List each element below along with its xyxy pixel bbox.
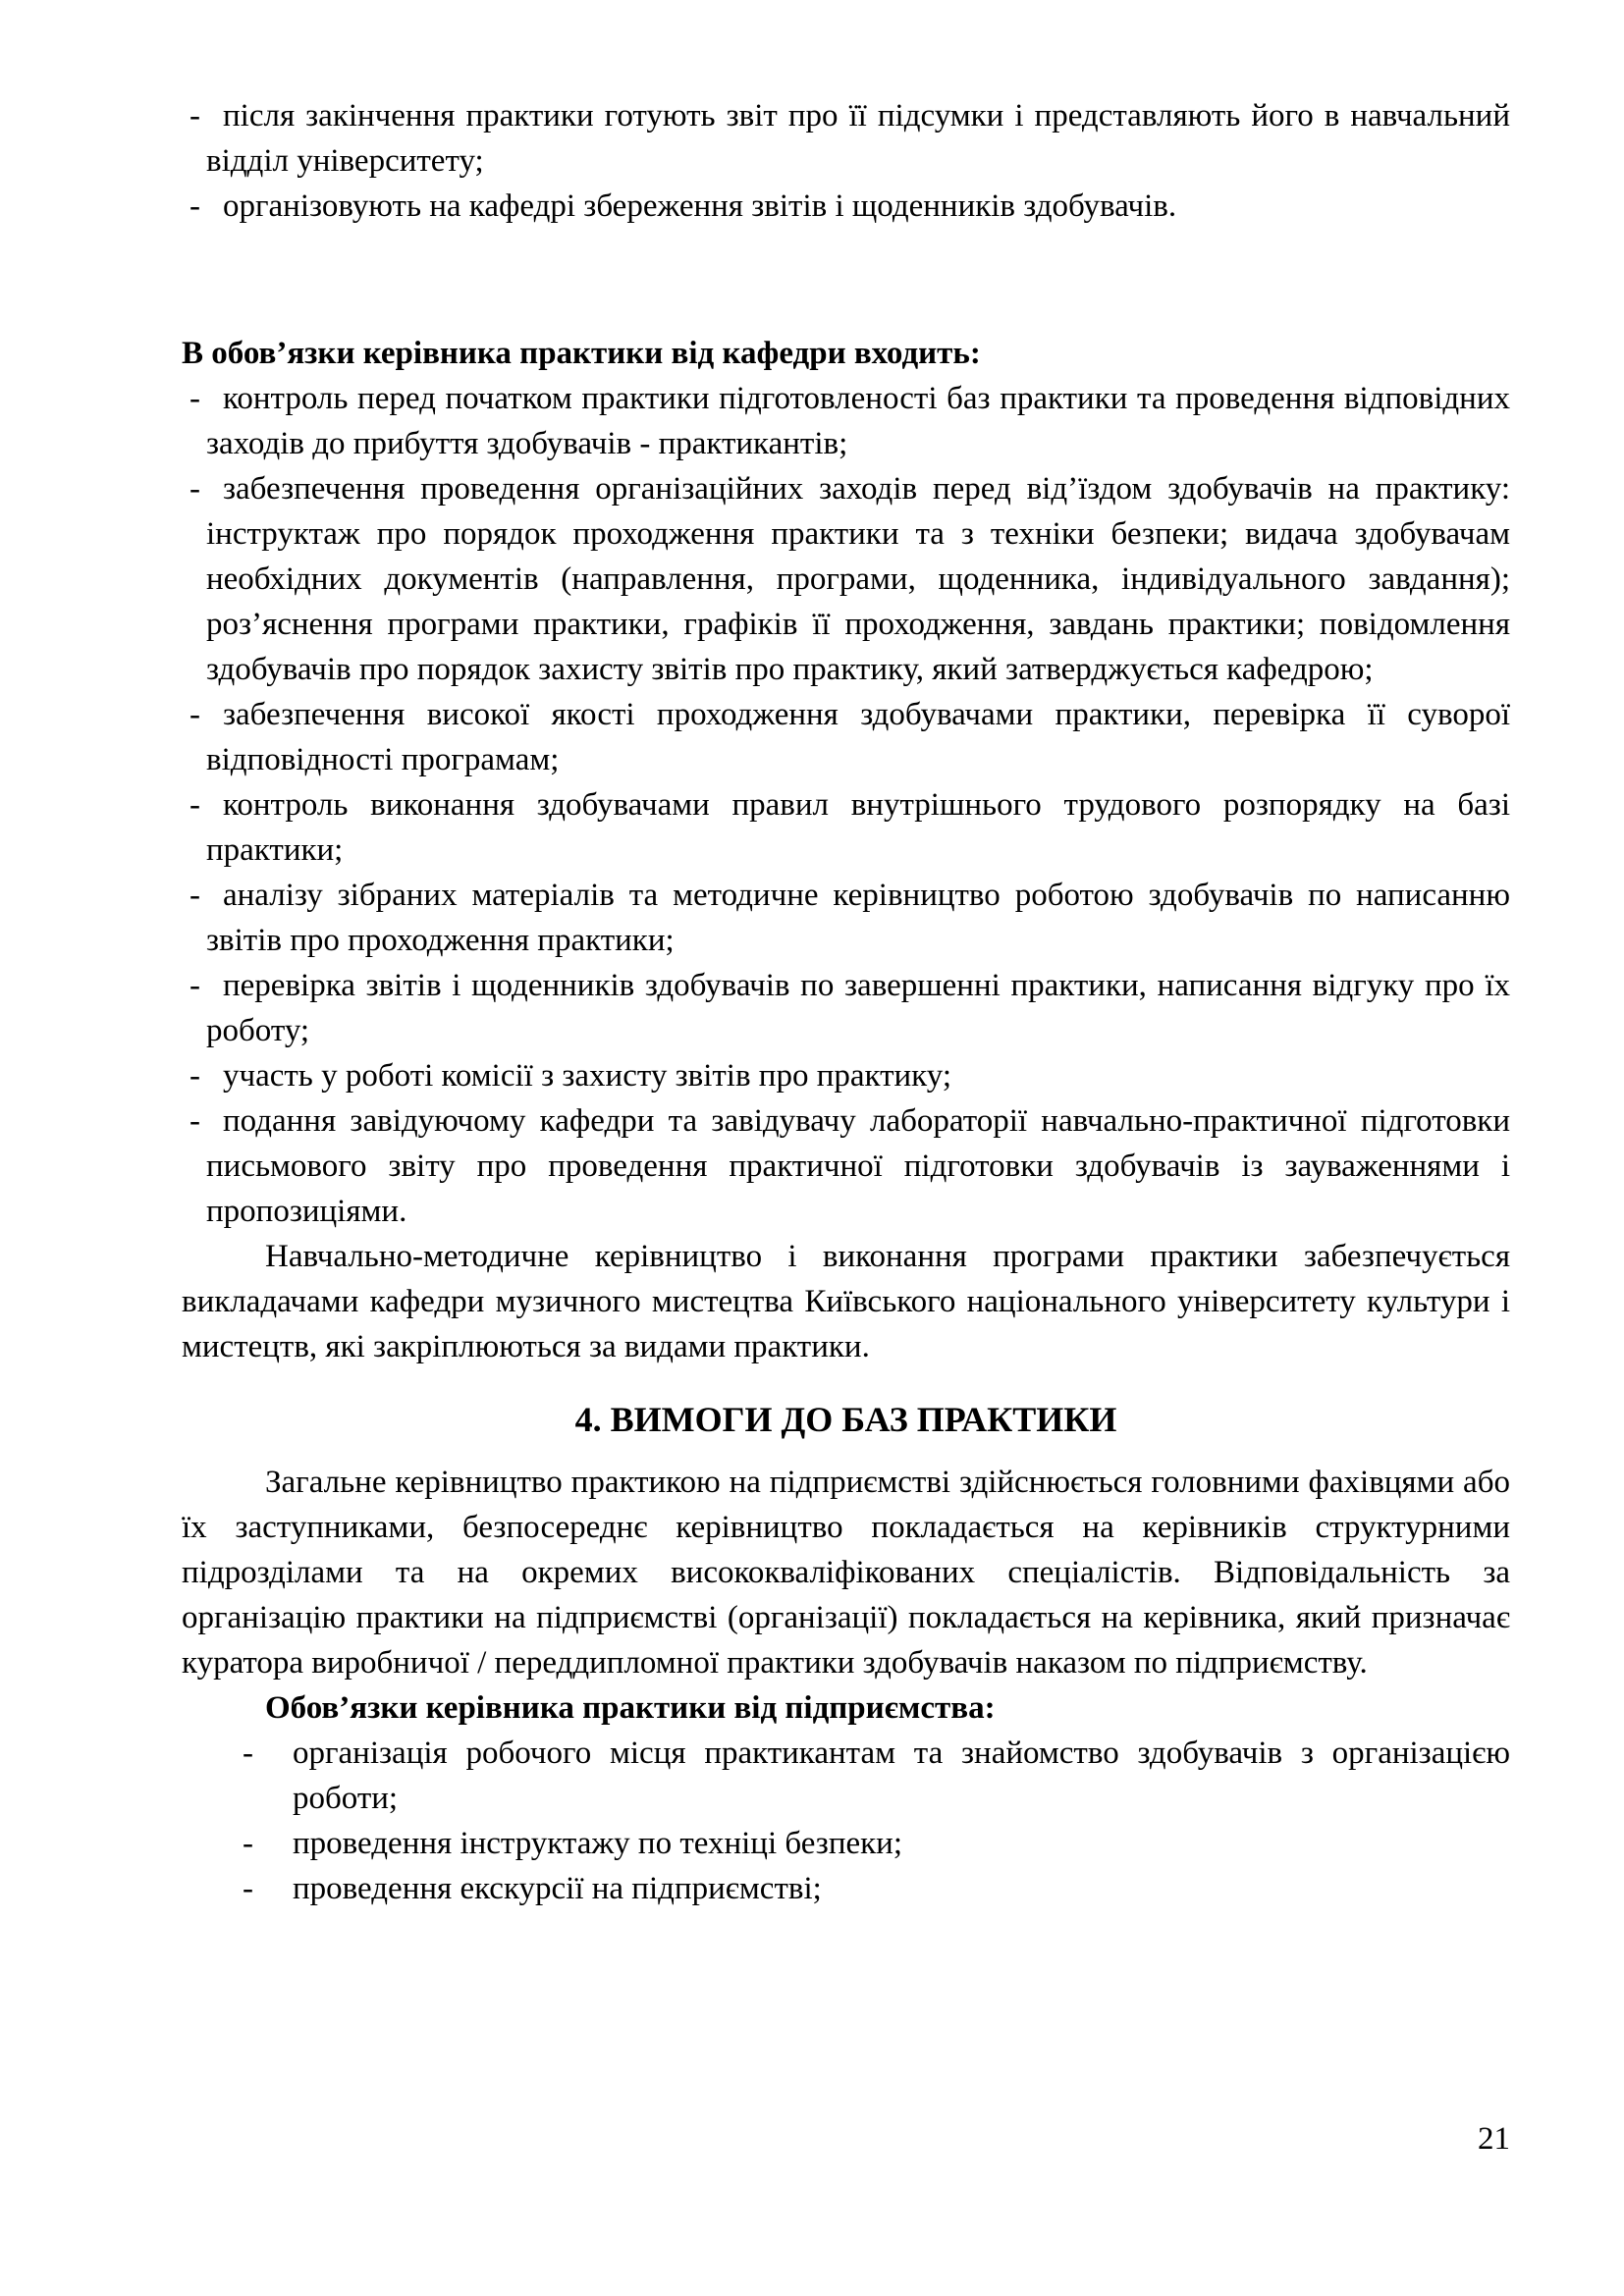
list-item [182, 466, 1510, 692]
list-item-text: контроль виконання здобувачами правил внутрішнього трудового розпорядку на базі практики; [206, 787, 1510, 868]
section4-paragraph: Загальне керівництво практикою на підприємстві здійснюється головними фахівцями або їх заступниками, безпосереднє керівництво покладається на керівників структурними підрозділами та на окремих висококваліфікованих спеціалістів. Відповідальність за організацію практики на підприємстві (організації) покладається на керівника, який призначає куратора виробничої / переддипломної практики здобувачів наказом по підприємству. [182, 1465, 1510, 1681]
page-number: 21 [1478, 2121, 1510, 2157]
bullet-marker: - [189, 968, 200, 1003]
list-item [182, 1098, 1510, 1234]
list-item-text: організовують на кафедрі збереження звітів і щоденників здобувачів. [223, 188, 1177, 224]
list-item-text: після закінчення практики готують звіт про її підсумки і представляють його в навчальний відділ університету; [206, 98, 1510, 179]
bullet-marker: - [189, 381, 200, 416]
list-item-text: перевірка звітів і щоденників здобувачів по завершенні практики, написання відгуку про їх роботу; [206, 968, 1510, 1048]
list-item-text: аналізу зібраних матеріалів та методичне керівництво роботою здобувачів по написанню звітів про проходження практики; [206, 878, 1510, 958]
list-item-text: проведення інструктажу по техніці безпеки; [293, 1826, 902, 1861]
bullet-marker: - [243, 1871, 253, 1906]
list-item-text: забезпечення проведення організаційних заходів перед від’їздом здобувачів на практику: інструктаж про порядок проходження практики та з техніки безпеки; видача здобувачам необхідних документів (направлення, програми, щоденника, індивідуального завдання); роз’яснення програми практики, графіків її проходження, завдань практики; повідомлення здобувачів про порядок захисту звітів про практику, який затверджується кафедрою; [206, 471, 1510, 687]
kafedra-duties-heading: В обов’язки керівника практики від кафедри входить: [182, 336, 981, 371]
bullet-marker: - [243, 1735, 253, 1771]
list-item [182, 692, 1510, 782]
list-item-text: проведення екскурсії на підприємстві; [293, 1871, 822, 1906]
list-item [182, 873, 1510, 963]
bullet-marker: - [189, 188, 200, 224]
intro-bullet-list [182, 93, 1510, 229]
document-body [182, 93, 1510, 1911]
list-item [182, 376, 1510, 466]
bullet-marker: - [189, 878, 200, 913]
list-item-text: забезпечення високої якості проходження здобувачами практики, перевірка її суворої відповідності програмам; [206, 697, 1510, 777]
list-item [182, 93, 1510, 184]
bullet-marker: - [189, 787, 200, 823]
enterprise-duties-list [182, 1731, 1510, 1911]
bullet-marker: - [189, 98, 200, 133]
list-item-text: участь у роботі комісії з захисту звітів про практику; [223, 1058, 951, 1094]
list-item [182, 963, 1510, 1053]
list-item [182, 1053, 1510, 1098]
list-item [182, 1731, 1510, 1821]
bullet-marker: - [243, 1826, 253, 1861]
bullet-marker: - [189, 697, 200, 732]
list-item-text: контроль перед початком практики підготовленості баз практики та проведення відповідних заходів до прибуття здобувачів - практикантів; [206, 381, 1510, 461]
bullet-marker: - [189, 471, 200, 507]
methodical-paragraph: Навчально-методичне керівництво і виконання програми практики забезпечується викладачами кафедри музичного мистецтва Київського національного університету культури і мистецтв, які закріплюються за видами практики. [182, 1239, 1510, 1364]
list-item [182, 1821, 1510, 1866]
section4-title: 4. ВИМОГИ ДО БАЗ ПРАКТИКИ [574, 1400, 1117, 1439]
kafedra-duties-list [182, 376, 1510, 1234]
list-item-text: організація робочого місця практикантам та знайомство здобувачів з організацією роботи; [293, 1735, 1510, 1816]
list-item-text: подання завідуючому кафедри та завідувачу лабораторії навчально-практичної підготовки письмового звіту про проведення практичної підготовки здобувачів із зауваженнями і пропозиціями. [206, 1103, 1510, 1229]
list-item [182, 184, 1510, 229]
list-item [182, 782, 1510, 873]
bullet-marker: - [189, 1058, 200, 1094]
bullet-marker: - [189, 1103, 200, 1139]
enterprise-duties-subheading: Обов’язки керівника практики від підприємства: [265, 1690, 996, 1726]
list-item [182, 1866, 1510, 1911]
